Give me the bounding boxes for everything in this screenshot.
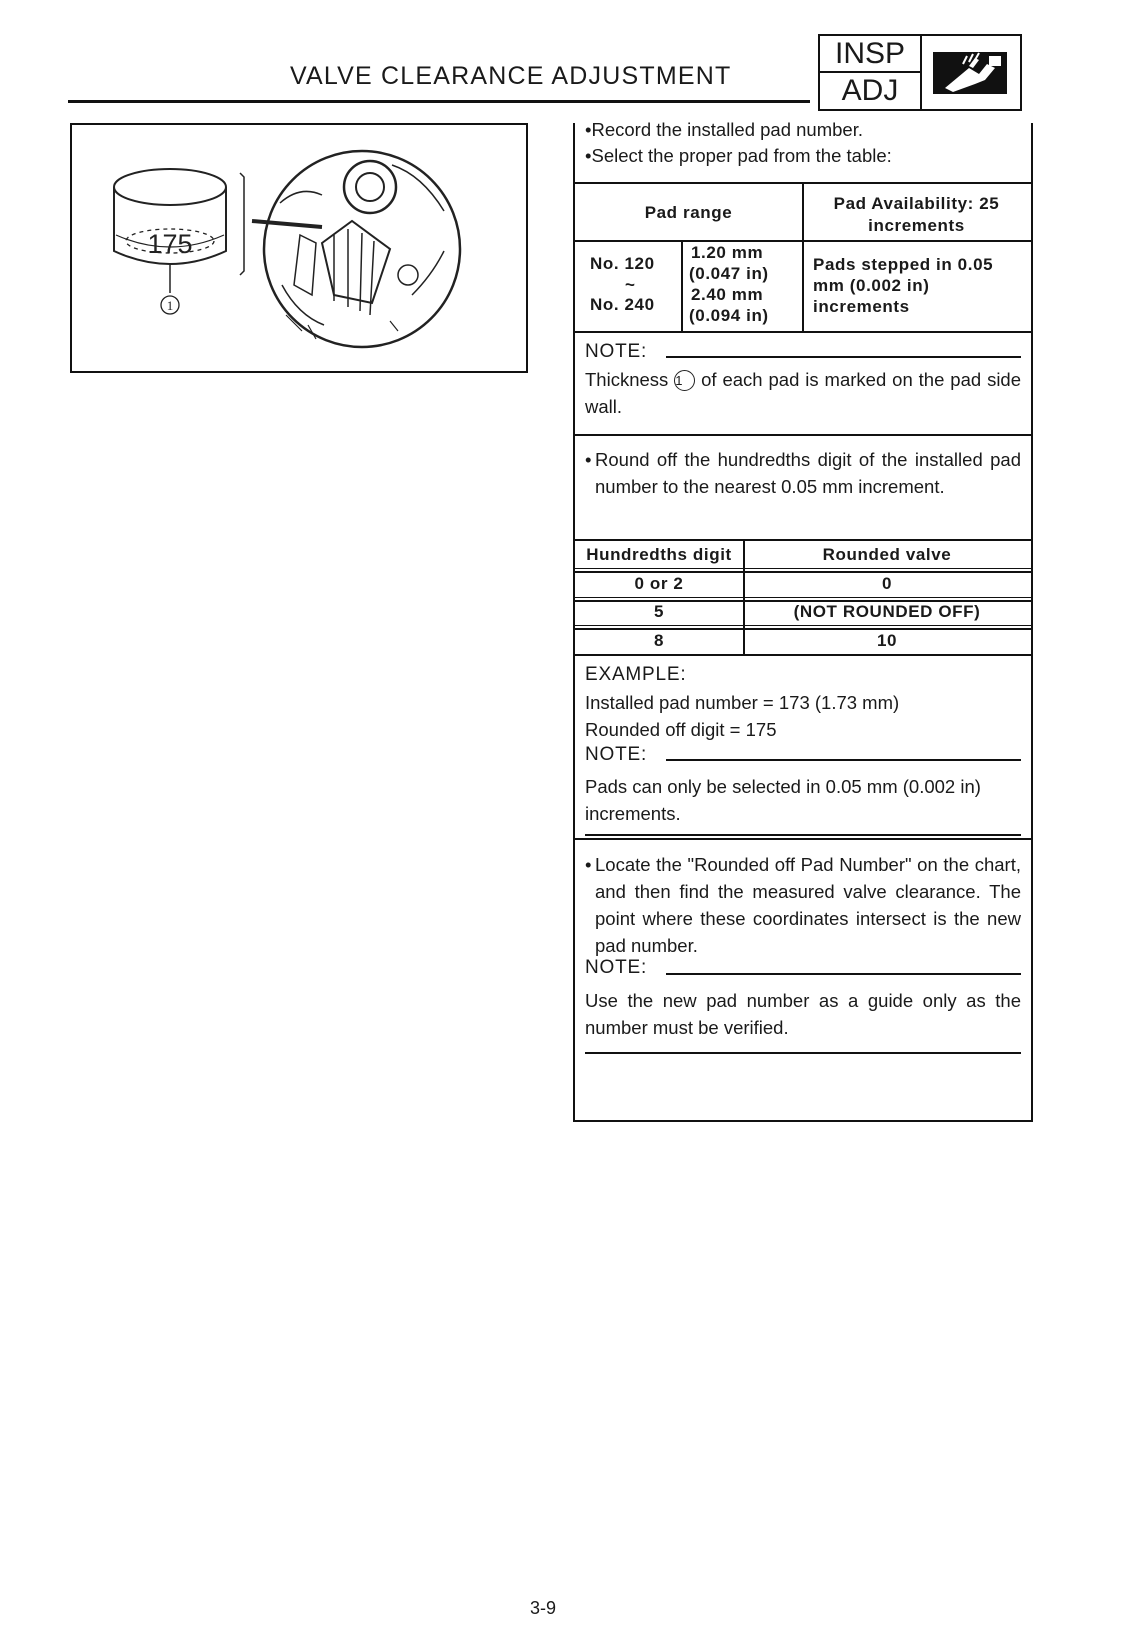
note-label-1: NOTE: [585, 341, 648, 362]
round-row-value: 0 [881, 574, 893, 593]
pad-cylinder [114, 169, 244, 275]
bullet-select-pad: •Select the proper pad from the table: [585, 145, 892, 166]
badge-insp: INSP [820, 36, 922, 73]
note-thickness: Thickness 1 of each pad is marked on the pad side wall. [585, 369, 1022, 417]
magnified-view [252, 151, 460, 347]
round-row-value: (NOT ROUNDED OFF) [793, 602, 981, 621]
callout-number: 1 [166, 298, 174, 313]
bullet-round-off: • Round off the hundredths digit of the installed pad number to the nearest 0.05 mm increment. [585, 449, 1021, 497]
round-row-digit: 5 [653, 602, 665, 621]
example-label: EXAMPLE: [585, 664, 687, 685]
pad-size-max-mm: 2.40 mm [691, 285, 764, 304]
pad-size-min-in: (0.047 in) [689, 264, 769, 283]
round-header-value: Rounded valve [822, 545, 952, 564]
pad-range-header: Pad range [644, 203, 733, 222]
pad-size-max-in: (0.094 in) [689, 306, 769, 325]
pad-availability-text: Pads stepped in 0.05 mm (0.002 in) increments [813, 255, 994, 316]
round-row-value: 10 [876, 631, 898, 650]
round-row-digit: 0 or 2 [634, 574, 684, 593]
pad-no-120: No. 120 [590, 254, 655, 273]
pad-illustration [70, 123, 528, 373]
section-badge [818, 34, 1022, 111]
pad-range-tilde: ~ [625, 275, 636, 294]
note-label-3: NOTE: [585, 957, 648, 978]
note-verify: Use the new pad number as a guide only as the number must be verified. [585, 990, 1021, 1038]
pad-no-240: No. 240 [590, 295, 655, 314]
pad-marking: 175 [147, 229, 193, 259]
bullet-record-pad: •Record the installed pad number. [585, 119, 863, 140]
badge-adj: ADJ [820, 73, 922, 109]
callout-ref-icon: 1 [674, 370, 695, 391]
wrench-hand-icon [923, 38, 1018, 107]
round-header-digit: Hundredths digit [586, 545, 732, 564]
page-title: VALVE CLEARANCE ADJUSTMENT [290, 62, 732, 90]
note-label-2: NOTE: [585, 744, 648, 765]
pad-availability-header: Pad Availability: 25 increments [833, 194, 1000, 235]
round-row-digit: 8 [653, 631, 665, 650]
note-increments: Pads can only be selected in 0.05 mm (0.002 in) increments. [585, 776, 981, 824]
procedure-panel [573, 119, 1033, 1122]
example-line-rounded: Rounded off digit = 175 [585, 719, 777, 740]
pad-size-min-mm: 1.20 mm [691, 243, 764, 262]
bullet-locate-chart: • Locate the "Rounded off Pad Number" on the chart, and then find the measured valve clearance. The point where these coordinates intersect is the new pad number. [585, 854, 1021, 956]
page-number: 3-9 [530, 1598, 557, 1618]
example-line-installed: Installed pad number = 173 (1.73 mm) [585, 692, 900, 713]
title-underline [68, 100, 810, 103]
